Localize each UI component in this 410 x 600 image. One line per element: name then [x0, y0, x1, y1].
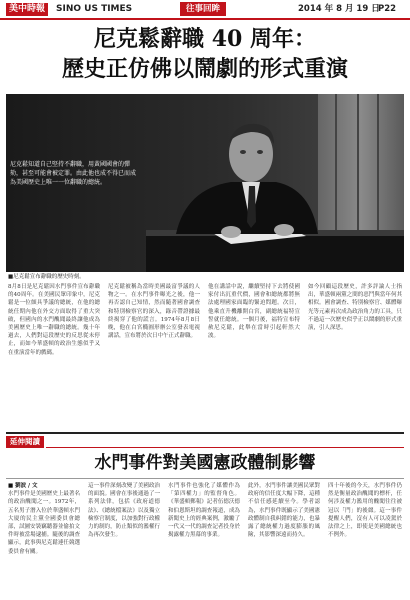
- byline: ■ 劉波 / 文: [8, 483, 38, 489]
- headline-line-1: 尼克鬆辭職 40 周年：: [94, 26, 316, 52]
- article-column-1: 8月8日是尼克鬆因水門事件宣布辭職的40周年。在美國民眾印象中，尼克鬆是一位頗具爭議的總統，在他的總統任期內他在外交方面取得了重大突破，但國內的水門醜聞最終讓他成為美國歷史上唯一辭職的總統。幾十年過去，人們對這段歷史的反思從未停止，而如今華盛頓的政治生態似乎又在重演當年的戲碼。: [8, 284, 100, 356]
- section-label: 往事回眸: [180, 2, 226, 16]
- headline-line-2: 歷史正仿佛以鬧劇的形式重演: [61, 56, 348, 82]
- section-divider: [6, 432, 404, 434]
- photo-overlay-caption: 尼克鬆知道自己堅持不辭職，用黃國國會的彈劾，甚至可能會被定罪。由此他也成不得已而成為美國歷史上唯一一位辭職的總統。: [10, 161, 137, 186]
- newspaper-logo: 美中時報: [6, 3, 48, 16]
- extended-column-4: 此外，水門事件讓美國民眾對政府的信任度大幅下降，這種不信任感延續至今。學者認為，水門事件既顯示了美國憲政體制自我糾錯的能力，也暴露了總統權力過度膨脹的風險，其影響深遠而持久。: [248, 483, 320, 539]
- article-column-4: 如今回顧這段歷史，許多評論人士指出，華盛頓兩黨之間的惡鬥與當年何其相似。國會調查、特別檢察官、媒體曝光等元素再次成為政治角力的工具，只不過這一次歷史似乎正以鬧劇的形式重演，引人深思。: [308, 284, 402, 332]
- extended-column-3: 水門事件也強化了媒體作為「第四權力」的監督角色。《華盛頓郵報》記者伍德沃德和伯恩斯坦的調查報道，成為新聞史上的經典案例，激勵了一代又一代的調查記者投身於揭露權力黑幕的事業。: [168, 483, 240, 539]
- extended-headline: 水門事件對美國憲政體制影響: [94, 453, 316, 473]
- article-column-2: 尼克鬆被稱為當時美國最富爭議的人物之一。在水門事件曝光之後，他一再否認自己知情，然而隨著國會調查和特別檢察官的深入，錄音帶證據最終揭穿了他的謊言。1974年8月8日晚，他在白宮橢圓形辦公室發表電視講話，宣布將於次日中午正式辭職。: [108, 284, 200, 340]
- extended-column-2: 這一事件深刻改變了美國政治的面貌。國會在事後通過了一系列法律，包括《政府道德法》、《總統檔案法》以及獨立檢察官制度，以加強對行政權力的制約，防止類似的濫權行為再次發生。: [88, 483, 160, 539]
- headline-rule: [6, 478, 404, 479]
- extended-reading-tag: 延伸閱讀: [6, 436, 44, 448]
- photo-caption: ■尼克鬆宣布辭職的歷史時刻。: [8, 274, 85, 280]
- article-column-3: 他在講話中說，繼續堅持下去將使國家付出沉重代價，國會和總統都將無法處理國家面臨的緊迫問題。次日，他乘直升機離開白宮，副總統福特宣誓就任總統。一個月後，福特宣布特赦尼克鬆，此舉在當時引起軒然大波。: [208, 284, 300, 340]
- extended-column-5: 四十年後的今天，水門事件仍然是衡量政治醜聞的標杆，任何涉及權力濫用的醜聞往往被冠以「門」的後綴。這一事件提醒人們，沒有人可以凌駕於法律之上，即使是美國總統也不例外。: [328, 483, 402, 539]
- extended-column-1-text: 水門事件是美國歷史上最著名的政治醜聞之一。1972年，五名男子潛入位於華盛頓水門大廈的民主黨全國委員會總部，試圖安裝竊聽器並偷拍文件時被當場逮捕。隨後的調查顯示，此事與尼克鬆連任競選委員會有關。: [8, 491, 80, 555]
- page-number: P22: [378, 4, 397, 14]
- issue-date: 2014 年 8 月 19 日: [298, 4, 380, 14]
- extended-reading-rule: [46, 447, 404, 448]
- newspaper-name-english: SINO US TIMES: [56, 4, 133, 14]
- extended-column-1: [8, 482, 80, 598]
